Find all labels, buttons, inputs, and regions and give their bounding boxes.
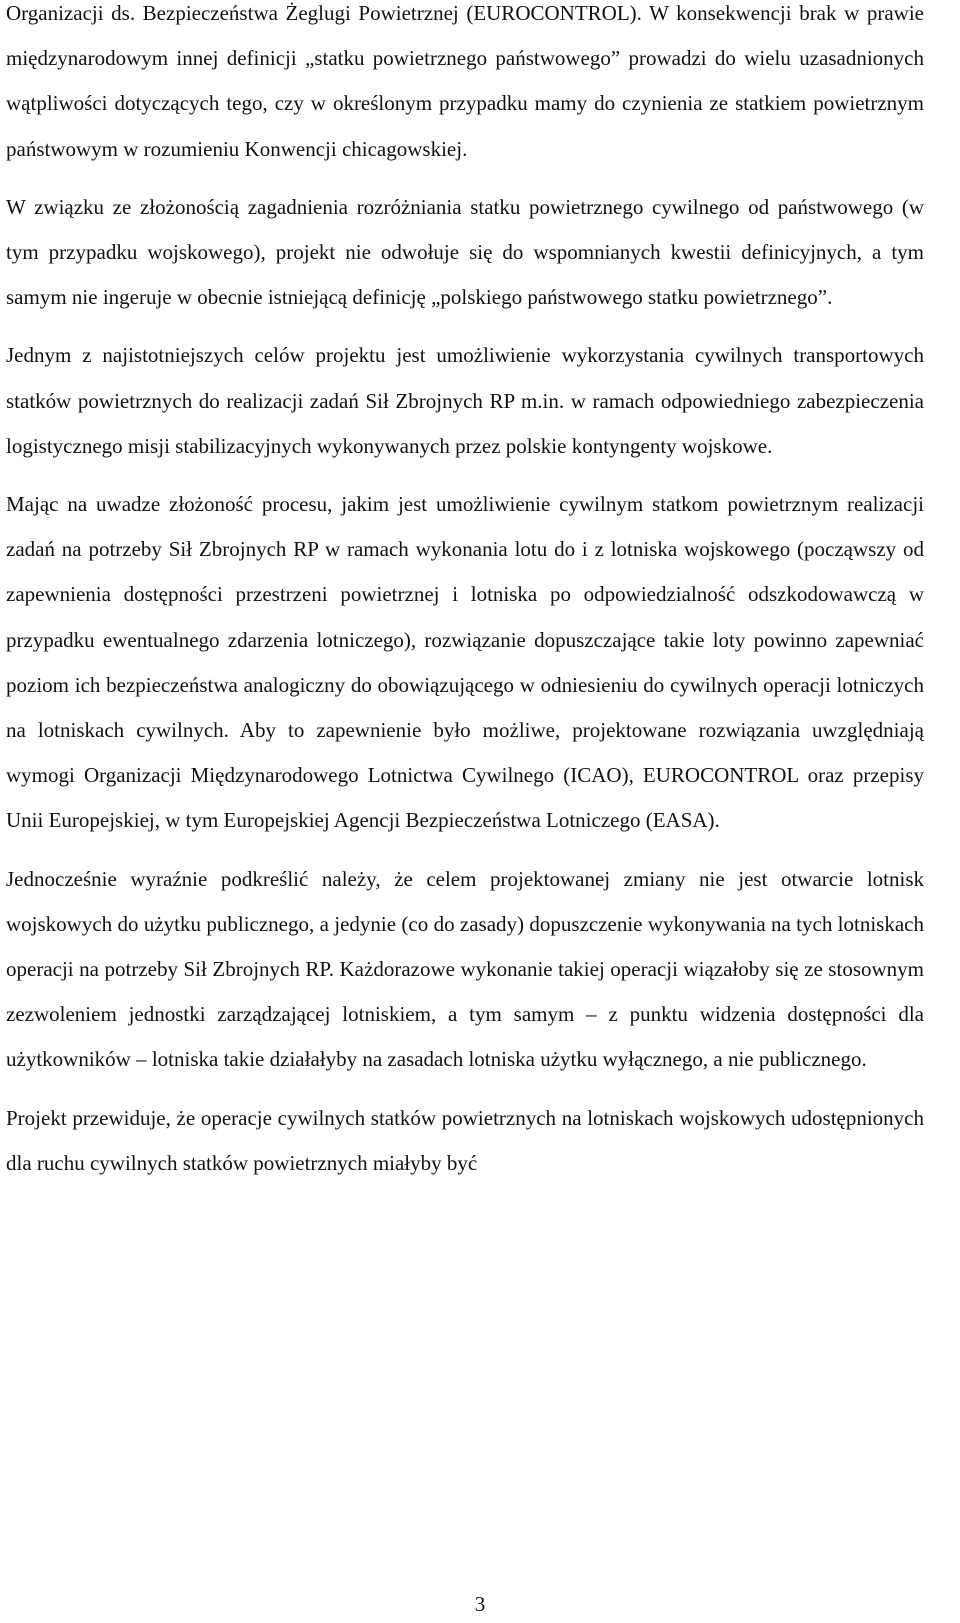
paragraph: W związku ze złożonością zagadnienia rozróżniania statku powietrznego cywilnego od państwowego (w tym przypadku wojskowego), projekt nie odwołuje się do wspomnianych kwestii definicyjnych, a tym samym nie ingeruje w obecnie istniejącą definicję „polskiego państwowego statku powietrznego”. <box>6 194 924 310</box>
document-page <box>6 0 924 1199</box>
paragraph: Mając na uwadze złożoność procesu, jakim jest umożliwienie cywilnym statkom powietrznym realizacji zadań na potrzeby Sił Zbrojnych RP w ramach wykonania lotu do i z lotniska wojskowego (począwszy od zapewnienia dostępności przestrzeni powietrznej i lotniska po odpowiedzialność odszkodowawczą w przypadku ewentualnego zdarzenia lotniczego), rozwiązanie dopuszczające takie loty powinno zapewniać poziom ich bezpieczeństwa analogiczny do obowiązującego w odniesieniu do cywilnych operacji lotniczych na lotniskach cywilnych. Aby to zapewnienie było możliwe, projektowane rozwiązania uwzględniają wymogi Organizacji Międzynarodowego Lotnictwa Cywilnego (ICAO), EUROCONTROL oraz przepisy Unii Europejskiej, w tym Europejskiej Agencji Bezpieczeństwa Lotniczego (EASA). <box>6 492 924 833</box>
page-number: 3 <box>474 1592 486 1616</box>
paragraph: Jednocześnie wyraźnie podkreślić należy, że celem projektowanej zmiany nie jest otwarcie lotnisk wojskowych do użytku publicznego, a jedynie (co do zasady) dopuszczenie wykonywania na tych lotniskach operacji na potrzeby Sił Zbrojnych RP. Każdorazowe wykonanie takiej operacji wiązałoby się ze stosownym zezwoleniem jednostki zarządzającej lotniskiem, a tym samym – z punktu widzenia dostępności dla użytkowników – lotniska takie działałyby na zasadach lotniska użytku wyłącznego, a nie publicznego. <box>6 866 924 1072</box>
paragraph: Organizacji ds. Bezpieczeństwa Żeglugi Powietrznej (EUROCONTROL). W konsekwencji brak w prawie międzynarodowym innej definicji „statku powietrznego państwowego” prowadzi do wielu uzasadnionych wątpliwości dotyczących tego, czy w określonym przypadku mamy do czynienia ze statkiem powietrznym państwowym w rozumieniu Konwencji chicagowskiej. <box>6 1 924 161</box>
paragraph: Projekt przewiduje, że operacje cywilnych statków powietrznych na lotniskach wojskowych udostępnionych dla ruchu cywilnych statków powietrznych miałyby być <box>6 1105 924 1175</box>
paragraph: Jednym z najistotniejszych celów projektu jest umożliwienie wykorzystania cywilnych transportowych statków powietrznych do realizacji zadań Sił Zbrojnych RP m.in. w ramach odpowiedniego zabezpieczenia logistycznego misji stabilizacyjnych wykonywanych przez polskie kontyngenty wojskowe. <box>6 343 924 458</box>
